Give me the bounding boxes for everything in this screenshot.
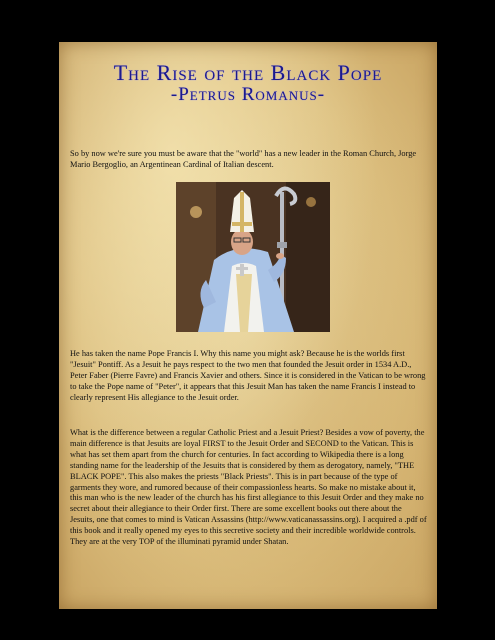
pope-photo [176, 182, 330, 332]
parchment-background [59, 42, 437, 609]
intro-paragraph: So by now we're sure you must be aware that the "world" has a new leader in the Roman Church, Jorge Mario Bergoglio, an Argentinean Cardinal of Italian descent. [70, 149, 417, 169]
document-subtitle: -Petrus Romanus- [170, 84, 326, 105]
pope-photo-illustration [176, 182, 330, 332]
jesuit-difference-paragraph: What is the difference between a regular Catholic Priest and a Jesuit Priest? Besides a vow of poverty, the main difference is that Jesuits are loyal FIRST to the Jesuit Order and SECOND to the Vatican. This is what has set them apart from the church for centuries. In fact according to Wikipedia there is a long standing name for the leadership of the Jesuits that is considered by them as derogatory, namely, "THE BLACK POPE". This also makes the priests "Black Priests". This is in part because of the type of garments they wore, and rumored because of their compassionless hearts. So make no mistake about it, this man who is the new leader of the church has his first allegiance to this Jesuit Order and they make no secret about their allegiance to their Order first. There are some excellent books out there about the Jesuits, one that comes to mind is Vatican Assassins (http://www.vaticanassassins.org). I acquired a .pdf of this book and it really opened my eyes to this secretive society and their incredible worldwide controls. They are at the very TOP of the illuminati pyramid under Shatan. [70, 428, 427, 547]
document-title: The Rise of the Black Pope [113, 60, 383, 85]
pope-francis-paragraph: He has taken the name Pope Francis I. Why this name you might ask? Because he is the worlds first "Jesuit" Pontiff. As a Jesuit he pays respect to the two men that founded the Jesuit order in 1534 A.D., Peter Faber (Pierre Favre) and Francis Xavier and others. Since it is considered in the Vatican to be wrong to take the Pope name of "Peter", it appears that this Jesuit Man has taken the name Francis I instead to clearly represent His allegiance to the Jesuit order. [70, 349, 426, 402]
